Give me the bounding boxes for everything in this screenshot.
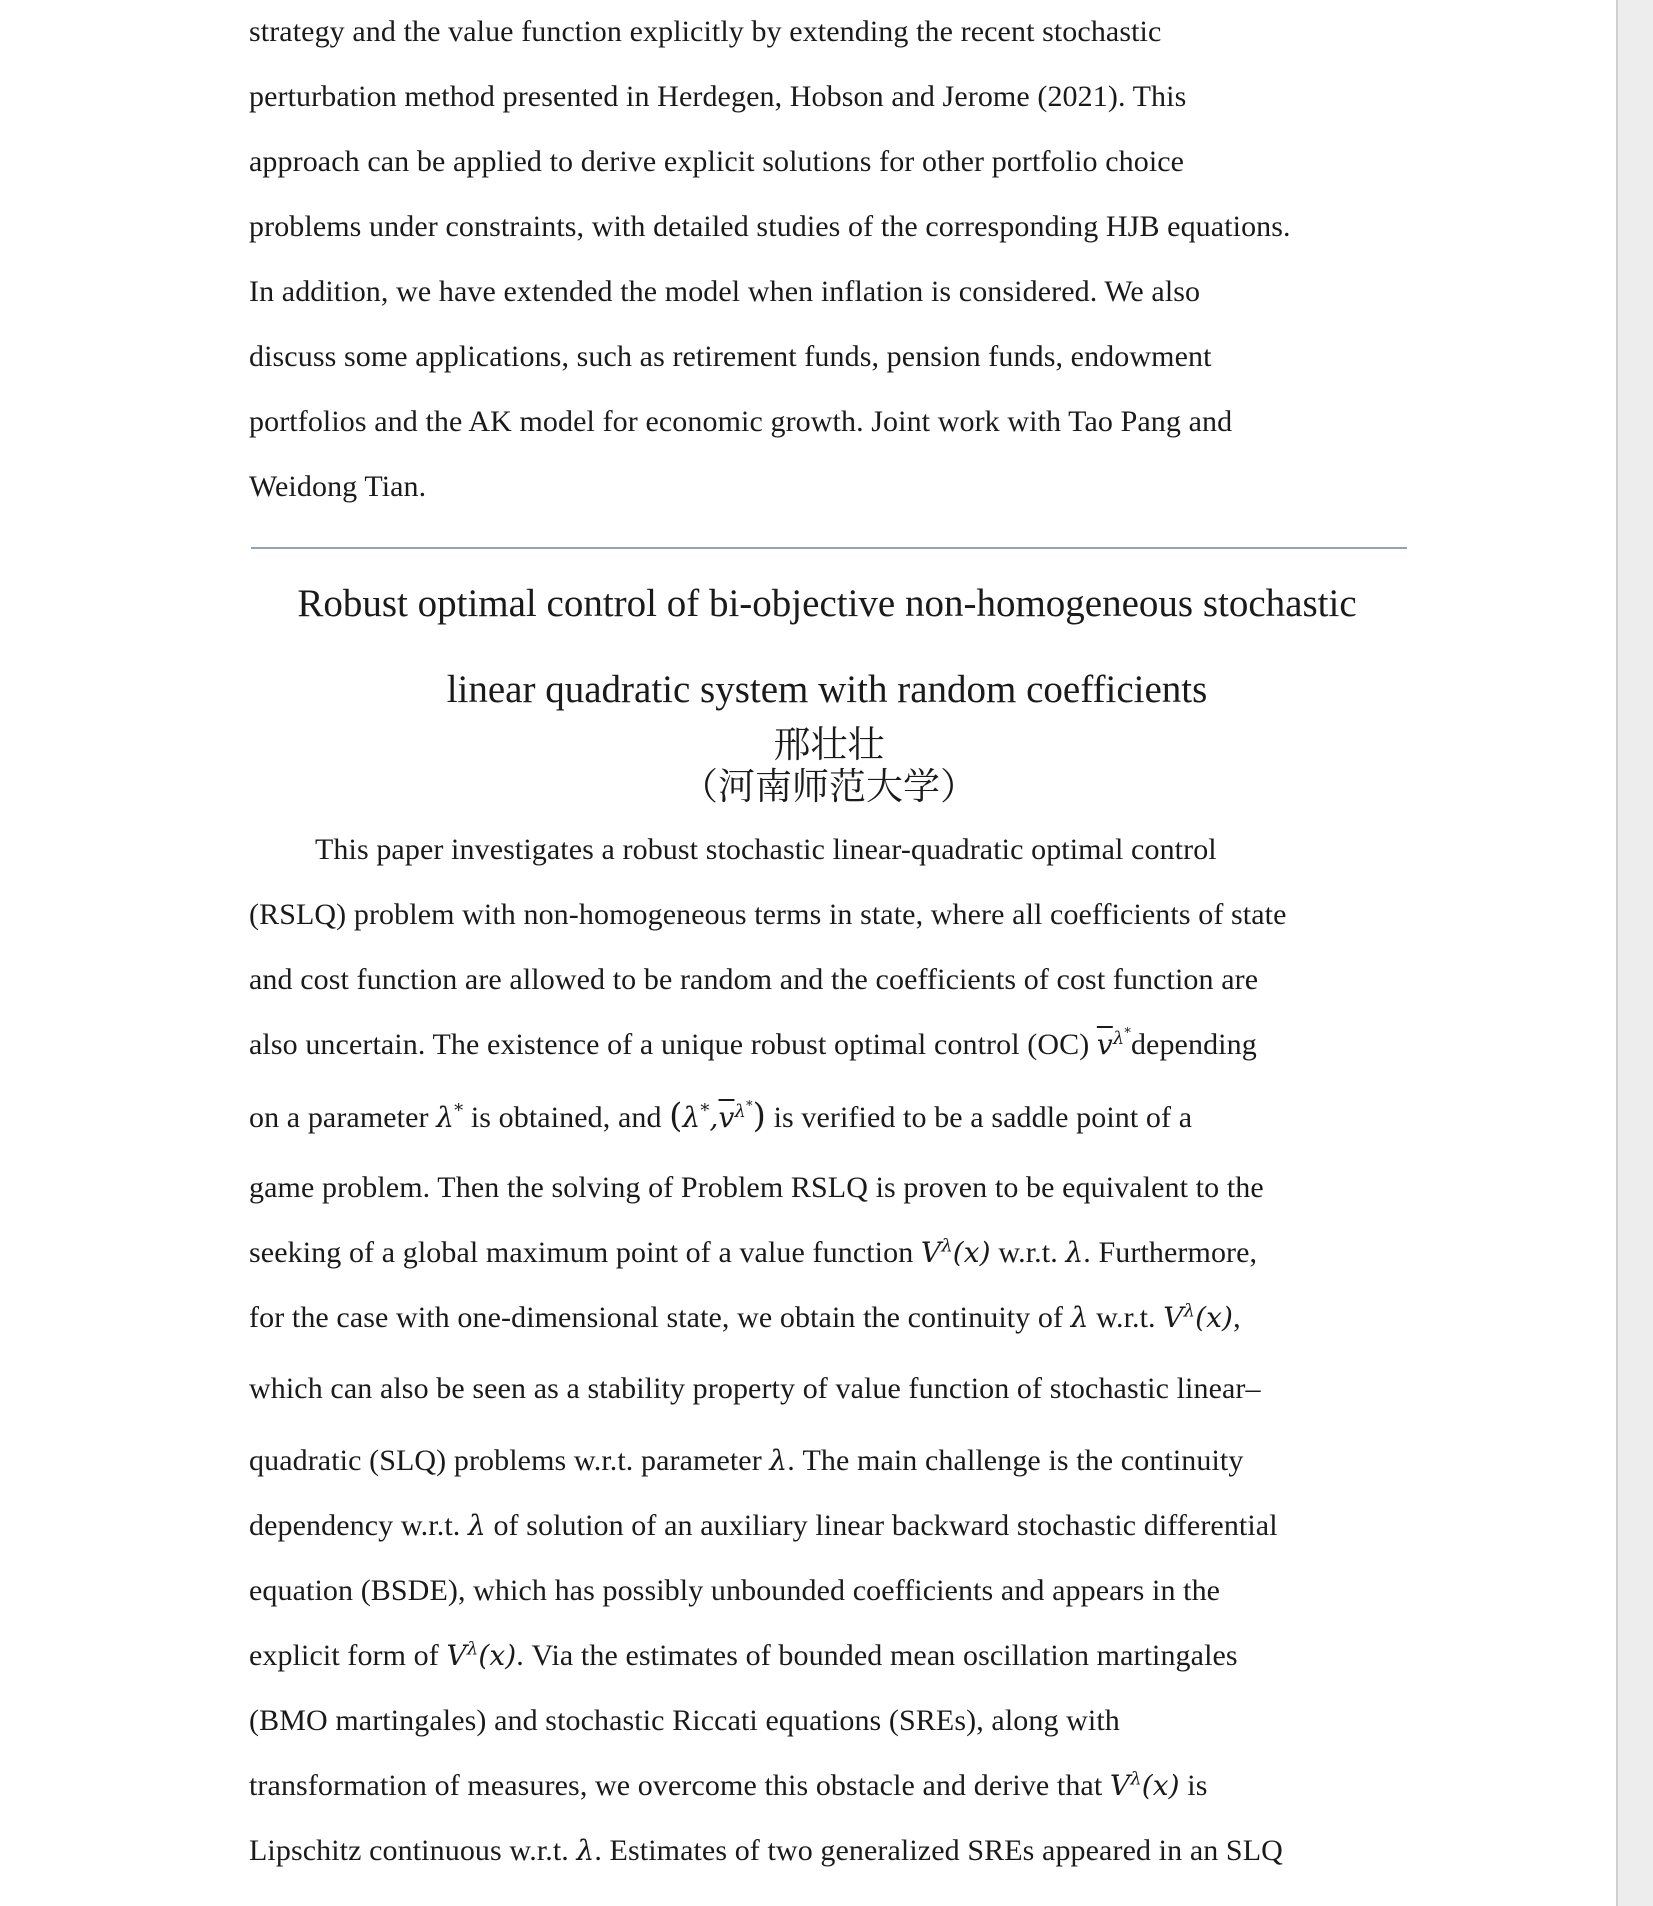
math-lambda: λ (467, 1509, 486, 1542)
text-line: which can also be seen as a stability property of value function of stochastic linear– (249, 1372, 1261, 1405)
text-line: perturbation method presented in Herdegen, Hobson and Jerome (2021). This (249, 80, 1187, 113)
math-lambda: λ (576, 1834, 595, 1867)
page-edge-line (1616, 0, 1618, 1906)
math-vbar-lambda-star: $\overline{v}^{\lambda^*}$ (1096, 1025, 1131, 1061)
text-line: explicit form of $V^\lambda(x)$. Via the estimates of bounded mean oscillation martingales (249, 1638, 1238, 1672)
math-value-function: $V^\lambda(x)$ (920, 1235, 991, 1269)
text-line: (BMO martingales) and stochastic Riccati equations (SREs), along with (249, 1704, 1120, 1737)
section-divider (251, 547, 1407, 549)
text-line: seeking of a global maximum point of a value function $V^\lambda(x)$ w.r.t. λ. Furthermore, (249, 1235, 1258, 1269)
text-line: dependency w.r.t. λ of solution of an auxiliary linear backward stochastic differential (249, 1509, 1278, 1542)
page-edge-margin (1618, 0, 1653, 1906)
text-line: discuss some applications, such as retirement funds, pension funds, endowment (249, 340, 1212, 373)
previous-abstract (249, 0, 1409, 519)
math-value-function: $V^\lambda(x)$ (446, 1638, 517, 1672)
text-line: problems under constraints, with detailed studies of the corresponding HJB equations. (249, 210, 1291, 243)
text-line: In addition, we have extended the model when inflation is considered. We also (249, 275, 1201, 308)
math-lambda: λ (769, 1444, 788, 1477)
text-line: (RSLQ) problem with non-homogeneous terms in state, where all coefficients of state (249, 898, 1287, 931)
text-line: approach can be applied to derive explicit solutions for other portfolio choice (249, 145, 1185, 178)
text-line: also uncertain. The existence of a unique robust optimal control (OC) $\overline{v}^{\lambda^*}depending$ (249, 1025, 1257, 1061)
math-lambda-star: λ* (436, 1100, 464, 1134)
text-line: transformation of measures, we overcome this obstacle and derive that $V^\lambda(x)$ is (249, 1768, 1208, 1802)
math-value-function: $V^\lambda(x)$ (1163, 1300, 1234, 1334)
text-line: Weidong Tian. (249, 470, 427, 503)
author-name: 邢壮壮 (773, 723, 885, 766)
text-line: on a parameter λ* is obtained, and $(\lambda^*,\overline{v}^{\lambda^*})$ is verified to be a saddle point of a (249, 1096, 1193, 1136)
math-value-function: $V^\lambda(x)$ (1109, 1768, 1180, 1802)
text-line: Lipschitz continuous w.r.t. λ. Estimates of two generalized SREs appeared in an SLQ (249, 1834, 1283, 1867)
document-page (249, 0, 1409, 1883)
text-line: This paper investigates a robust stochastic linear-quadratic optimal control (315, 833, 1217, 866)
abstract (249, 817, 1409, 1883)
text-line: equation (BSDE), which has possibly unbounded coefficients and appears in the (249, 1574, 1221, 1607)
author-affiliation: （河南师范大学） (681, 765, 977, 808)
text-line: portfolios and the AK model for economic growth. Joint work with Tao Pang and (249, 405, 1233, 438)
text-line: quadratic (SLQ) problems w.r.t. parameter λ. The main challenge is the continuity (249, 1444, 1244, 1477)
text-line: strategy and the value function explicitly by extending the recent stochastic (249, 15, 1162, 48)
math-lambda: λ (1065, 1236, 1084, 1269)
text-line: game problem. Then the solving of Problem RSLQ is proven to be equivalent to the (249, 1171, 1264, 1204)
math-lambda: λ (1070, 1301, 1089, 1334)
talk-title-line-2: linear quadratic system with random coefficients (446, 668, 1208, 711)
text-line: and cost function are allowed to be random and the coefficients of cost function are (249, 963, 1259, 996)
math-saddle-pair: $(\lambda^*,\overline{v}^{\lambda^*})$ (669, 1096, 766, 1136)
text-line: for the case with one-dimensional state, we obtain the continuity of λ w.r.t. $V^\lambda(x)$, (249, 1300, 1241, 1334)
talk-title (247, 561, 1407, 733)
talk-title-line-1: Robust optimal control of bi-objective non-homogeneous stochastic (297, 582, 1357, 625)
